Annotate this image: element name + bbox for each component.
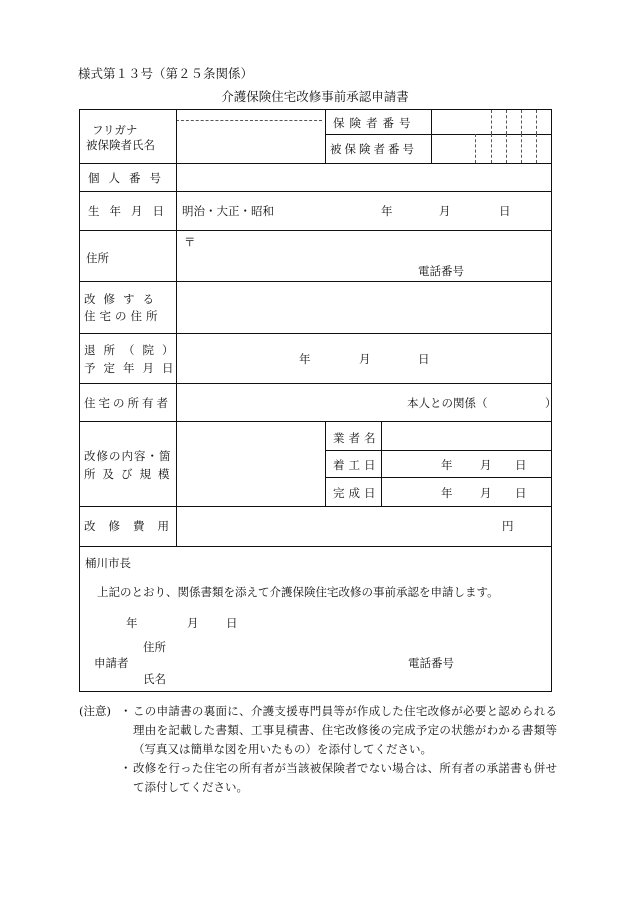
- insured-name-label: 被保険者氏名: [86, 138, 155, 152]
- form-number: 様式第１３号（第２５条関係）: [78, 66, 254, 81]
- postal-mark: 〒: [184, 235, 196, 249]
- start-day-label: 日: [515, 458, 527, 472]
- note-bullet: ・: [120, 761, 132, 775]
- discharge-month-label: 月: [359, 352, 371, 366]
- address-label: 住所: [86, 251, 109, 265]
- application-year-label: 年: [126, 616, 138, 630]
- applicant-name-label: 氏名: [143, 672, 166, 686]
- owner-label: 住宅の所有者: [84, 396, 171, 410]
- content-label-line1: 改修の内容・箇: [84, 449, 172, 463]
- discharge-day-label: 日: [418, 352, 430, 366]
- birth-date-label: 生年月日: [88, 204, 174, 218]
- relationship-label: 本人との関係（ ）: [407, 396, 557, 410]
- note-text: 改修を行った住宅の所有者が当該被保険者でない場合は、所有者の承諾書も併せて添付してください。: [133, 761, 557, 794]
- applicant-address-label: 住所: [143, 640, 166, 654]
- furigana-label: フリガナ: [92, 123, 138, 137]
- discharge-label-line2: 予定年月日: [84, 361, 182, 375]
- insured-number-field[interactable]: [435, 138, 547, 160]
- application-day-label: 日: [226, 616, 238, 630]
- address-phone-label: 電話番号: [418, 264, 464, 278]
- renovated-address-field[interactable]: [184, 286, 546, 328]
- note-text: この申請書の裏面に、介護支援専門員等が作成した住宅改修が必要と認められる理由を記載した書類、工事見積書、住宅改修後の完成予定の状態がわかる書類等（写真又は簡単な図を用いたもの）を添付してください。: [133, 704, 557, 756]
- insured-name-field[interactable]: [184, 131, 320, 155]
- start-year-label: 年: [441, 458, 453, 472]
- completion-year-label: 年: [441, 486, 453, 500]
- contractor-label: 業者名: [333, 431, 380, 445]
- content-label-line2: 所及び規模: [84, 467, 177, 481]
- application-month-label: 月: [187, 616, 199, 630]
- renovation-content-field[interactable]: [182, 426, 320, 502]
- renovated-address-label-line1: 改修する: [84, 292, 162, 306]
- addressee: 桶川市長: [85, 556, 131, 570]
- completion-month-label: 月: [480, 486, 492, 500]
- discharge-label-line1: 退所（院）: [84, 343, 182, 357]
- discharge-year-label: 年: [299, 352, 311, 366]
- cost-label: 改修費用: [84, 519, 182, 533]
- birth-year-label: 年: [381, 204, 393, 218]
- application-form-table: [79, 109, 557, 692]
- document-title: 介護保険住宅改修事前承認申請書: [221, 89, 409, 104]
- notes-heading: (注意): [79, 704, 111, 718]
- completion-day-label: 日: [515, 486, 527, 500]
- applicant-phone-label: 電話番号: [408, 656, 454, 670]
- personal-number-field[interactable]: [184, 167, 546, 189]
- note-item: [79, 702, 557, 759]
- note-bullet: ・: [120, 704, 132, 718]
- birth-day-label: 日: [499, 204, 511, 218]
- start-month-label: 月: [480, 458, 492, 472]
- personal-number-label: 個人番号: [88, 171, 170, 185]
- note-item: [79, 759, 557, 797]
- insurer-number-field[interactable]: [435, 113, 547, 131]
- completion-date-label: 完成日: [333, 486, 380, 500]
- insured-number-label: 被保険者番号: [330, 142, 417, 156]
- renovated-address-label-line2: 住宅の住所: [84, 309, 162, 323]
- applicant-label: 申請者: [94, 656, 129, 670]
- insurer-number-label: 保険者番号: [333, 116, 416, 130]
- application-statement: 上記のとおり、関係書類を添えて介護保険住宅改修の事前承認を申請します。: [97, 585, 499, 599]
- era-options[interactable]: 明治・大正・昭和: [182, 204, 274, 218]
- birth-month-label: 月: [439, 204, 451, 218]
- start-date-label: 着工日: [333, 458, 380, 472]
- notes-section: [79, 702, 557, 797]
- yen-label: 円: [502, 519, 514, 533]
